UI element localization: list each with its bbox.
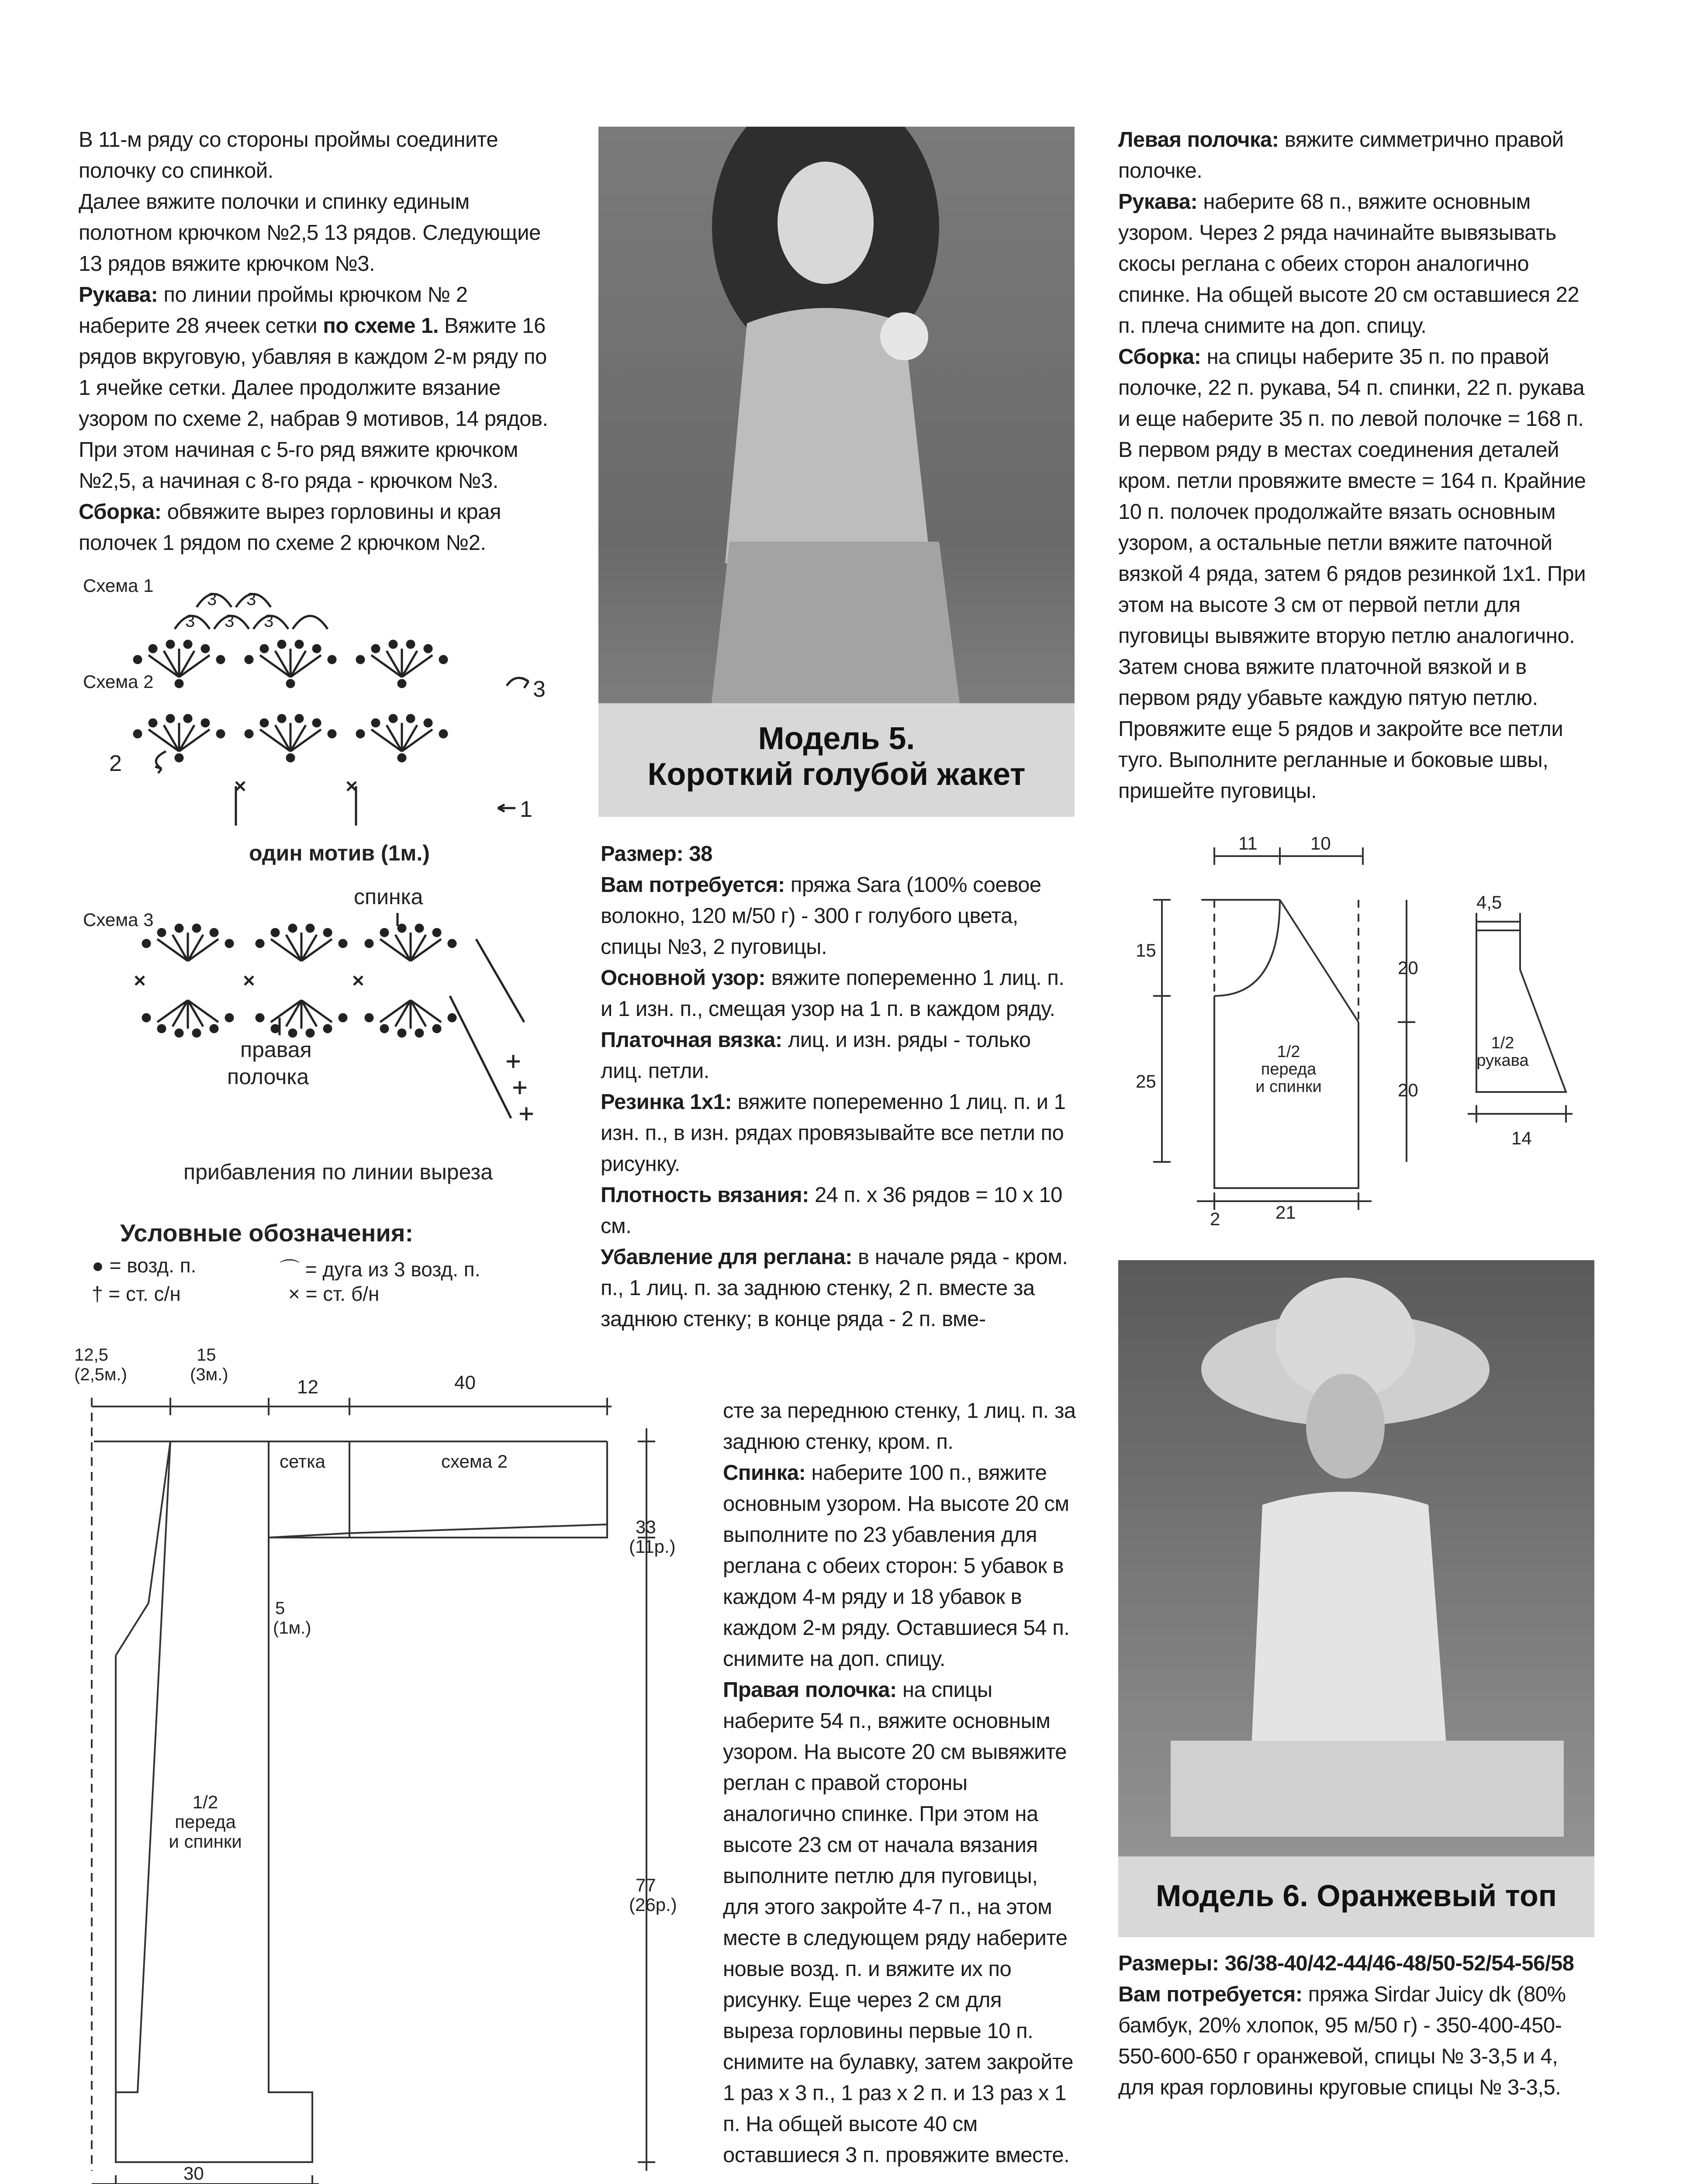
paragraph bbox=[601, 963, 1077, 1025]
left-intro-text bbox=[79, 124, 555, 559]
dim-3m: (3м.) bbox=[190, 1365, 228, 1384]
paragraph bbox=[79, 280, 555, 497]
svg-text:3: 3 bbox=[185, 612, 195, 631]
paragraph bbox=[1118, 1979, 1594, 2103]
motif-label: один мотив (1м.) bbox=[249, 841, 430, 865]
pattern-diagram-right bbox=[1136, 830, 1607, 1245]
assembly-label: Сборка: bbox=[1118, 345, 1201, 369]
need-label: Вам потребуется: bbox=[601, 873, 785, 897]
dim-4-5: 4,5 bbox=[1476, 892, 1502, 912]
filled-dot-icon: ● bbox=[92, 1254, 104, 1277]
model5-caption-line2: Короткий голубой жакет bbox=[647, 757, 1026, 792]
paragraph bbox=[1118, 187, 1594, 342]
text: на спицы наберите 35 п. по правой полочке, 22 п. рукава, 54 п. спинки, 22 п. рукава и еще наберите 35 п. по левой полочке = 168 п. В первом ряду в местах соединения деталей кром. петли провяжите вместе = 164 п. Крайние 10 п. полочек продолжайте вязать основным узором, а остальные петли вяжите паточной вязкой 4 ряда, затем 6 рядов резинкой 1х1. При этом на высоте 3 см от первой петли для пуговицы вывяжите вторую петлю аналогично. Затем снова вяжите платочной вязкой и в первом ряду убавьте каждую пятую петлю. Провяжите еще 5 рядов и закройте все петли туго. Выполните регланные и боковые швы, пришейте пуговицы. bbox=[1118, 345, 1586, 803]
text: наберите 100 п., вяжите основным узором. На высоте 20 см выполните по 23 убавления для реглана с обеих сторон: 5 убавок в каждом 4-м ряду и 18 убавок в каждом 2-м ряду. Оставшиеся 54 п. снимите на доп. спицу. bbox=[723, 1461, 1070, 1671]
assembly-label: Сборка: bbox=[79, 500, 162, 524]
dim-2: 2 bbox=[1210, 1209, 1220, 1229]
legend-title: Условные обозначения: bbox=[120, 1219, 414, 1247]
dim-14: 14 bbox=[1511, 1128, 1532, 1148]
arc-icon: ⌒ bbox=[280, 1258, 300, 1281]
right-front-label: правая полочка bbox=[227, 1037, 312, 1089]
model5-caption-box bbox=[598, 703, 1075, 817]
paragraph bbox=[601, 1180, 1077, 1242]
dim-26r: (26р.) bbox=[629, 1894, 677, 1915]
model5-text-narrow bbox=[723, 1396, 1077, 2171]
legend-arc bbox=[280, 1254, 480, 1282]
model5-text-right bbox=[1118, 124, 1594, 807]
model5-text bbox=[601, 839, 1077, 1335]
legend-dc bbox=[92, 1282, 181, 1306]
legend-chain bbox=[92, 1254, 196, 1277]
legend-text: = дуга из 3 возд. п. bbox=[305, 1258, 480, 1281]
legend-text: = ст. б/н bbox=[305, 1282, 380, 1305]
pattern-diagram-left bbox=[66, 1341, 686, 2184]
text: обвяжите вырез горловины и края полочек 1 рядом по схеме 2 крючком №2. bbox=[79, 500, 501, 555]
dim-11r: (11р.) bbox=[629, 1536, 676, 1557]
decrease-label: Убавление для реглана: bbox=[601, 1245, 852, 1269]
text: вяжите попеременно 1 лиц. п. и 1 изн. п., в изн. рядах провязывайте все петли по рисунку. bbox=[601, 1090, 1066, 1176]
text: по линии проймы крючком № 2 наберите 28 ячеек сетки bbox=[79, 283, 468, 338]
svg-text:3: 3 bbox=[264, 612, 274, 631]
increases-label: прибавления по линии выреза bbox=[183, 1160, 493, 1184]
dim-5: 5 bbox=[275, 1599, 285, 1618]
paragraph: Далее вяжите полочки и спинку единым полотном крючком №2,5 13 рядов. Следующие 13 рядов вяжите крючком №3. bbox=[79, 190, 541, 276]
half-front-back-label: 1/2 переда и спинки bbox=[169, 1792, 242, 1852]
svg-text:3: 3 bbox=[246, 590, 256, 609]
text: пряжа Sirdar Juicy dk (80% бамбук, 20% хлопок, 95 м/50 г) - 350-400-450-550-600-650 г оранжевой, спицы № 3-3,5 и 4, для края горловины круговые спицы № 3-3,5. bbox=[1118, 1983, 1566, 2099]
crochet-schemes bbox=[66, 563, 577, 1197]
main-pattern-label: Основной узор: bbox=[601, 966, 766, 990]
row-number-2: 2 bbox=[109, 751, 122, 776]
text: на спицы наберите 54 п., вяжите основным узором. На высоте 20 см вывяжите реглан с правой стороны аналогично спинке. При этом на высоте 23 см от начала вязания выполните петлю для пуговицы, для этого закройте 4-7 п., на этом месте в следующем ряду наберите новые возд. п. и вяжите их по рисунку. Еще через 2 см для выреза горловины первые 10 п. снимите на булавку, затем закройте 1 раз х 3 п., 1 раз х 2 п. и 13 раз х 1 п. На общей высоте 40 см оставшиеся 3 п. провяжите вместе. bbox=[723, 1678, 1074, 2167]
dc-icon: † bbox=[92, 1282, 103, 1305]
density-label: Плотность вязания: bbox=[601, 1183, 809, 1207]
scheme2-area-label: схема 2 bbox=[441, 1451, 508, 1472]
mesh-label: сетка bbox=[280, 1451, 325, 1472]
dim-21: 21 bbox=[1275, 1202, 1296, 1223]
dim-33: 33 bbox=[636, 1517, 656, 1537]
svg-text:3: 3 bbox=[207, 590, 217, 609]
dim-25: 25 bbox=[1136, 1071, 1156, 1092]
dim-20-bottom: 20 bbox=[1398, 1080, 1418, 1100]
paragraph bbox=[601, 1087, 1077, 1180]
garter-label: Платочная вязка: bbox=[601, 1028, 782, 1052]
half-sleeve-label: 1/2 рукава bbox=[1476, 1034, 1529, 1070]
legend-text: = возд. п. bbox=[109, 1254, 197, 1277]
text: в начале ряда - кром. п., 1 лиц. п. за заднюю стенку, 2 п. вместе за заднюю стенку; в конце ряда - 2 п. вме- bbox=[601, 1245, 1068, 1331]
dim-40: 40 bbox=[454, 1372, 476, 1393]
paragraph bbox=[79, 497, 555, 559]
rib-label: Резинка 1х1: bbox=[601, 1090, 732, 1114]
paragraph bbox=[1118, 342, 1594, 807]
back-label: Спинка: bbox=[723, 1461, 806, 1485]
svg-text:3: 3 bbox=[225, 612, 235, 631]
text: лиц. и изн. ряды - только лиц. петли. bbox=[601, 1028, 1031, 1083]
paragraph bbox=[1118, 124, 1594, 187]
text: наберите 68 п., вяжите основным узором. Через 2 ряда начинайте вывязывать скосы реглана с обеих сторон аналогично спинке. На общей высоте 20 см оставшиеся 22 п. плеча снимите на доп. спицу. bbox=[1118, 190, 1579, 338]
woman-top-illustration bbox=[1118, 1260, 1594, 1937]
paragraph: В 11-м ряду со стороны проймы соедините полочку со спинкой. bbox=[79, 128, 498, 183]
dim-12-5: 12,5 bbox=[74, 1345, 108, 1365]
dim-1m: (1м.) bbox=[273, 1618, 311, 1638]
model6-text bbox=[1118, 1948, 1594, 2103]
sleeves-label: Рукава: bbox=[79, 283, 158, 307]
model6-photo bbox=[1118, 1260, 1594, 1937]
need-label: Вам потребуется: bbox=[1118, 1983, 1303, 2006]
dim-11: 11 bbox=[1238, 833, 1258, 854]
paragraph: сте за переднюю стенку, 1 лиц. п. за заднюю стенку, кром. п. bbox=[723, 1399, 1076, 1454]
dim-10: 10 bbox=[1310, 833, 1331, 854]
paragraph bbox=[723, 1458, 1077, 1675]
text-bold: по схеме 1. bbox=[323, 314, 439, 338]
half-front-back-label: 1/2 переда и спинки bbox=[1255, 1043, 1322, 1096]
size-label: Размер: 38 bbox=[601, 842, 712, 866]
paragraph bbox=[601, 870, 1077, 963]
dim-15: 15 bbox=[197, 1345, 216, 1365]
right-front-label: Правая полочка: bbox=[723, 1678, 897, 1702]
text: вяжите симметрично правой полочке. bbox=[1118, 128, 1564, 183]
model5-photo bbox=[598, 127, 1075, 817]
text: вяжите попеременно 1 лиц. п. и 1 изн. п., смещая узор на 1 п. в каждом ряду. bbox=[601, 966, 1065, 1021]
text: 24 п. х 36 рядов = 10 х 10 см. bbox=[601, 1183, 1062, 1238]
row-number-1: 1 bbox=[520, 797, 532, 822]
legend-sc bbox=[288, 1282, 379, 1306]
dim-77: 77 bbox=[636, 1875, 656, 1895]
x-icon: × bbox=[288, 1282, 300, 1305]
dim-12: 12 bbox=[297, 1376, 318, 1398]
text: пряжа Sara (100% соевое волокно, 120 м/50 г) - 300 г голубого цвета, спицы №3, 2 пуговицы. bbox=[601, 873, 1041, 959]
model6-caption-box bbox=[1118, 1856, 1594, 1937]
sizes-label: Размеры: 36/38-40/42-44/46-48/50-52/54-56/58 bbox=[1118, 1952, 1574, 1975]
model5-caption-line1: Модель 5. bbox=[758, 721, 915, 756]
scheme2-label: Схема 2 bbox=[83, 671, 154, 692]
dim-2-5m: (2,5м.) bbox=[74, 1365, 127, 1384]
paragraph bbox=[601, 1242, 1077, 1335]
model6-caption: Модель 6. Оранжевый топ bbox=[1155, 1879, 1557, 1913]
dim-15: 15 bbox=[1136, 940, 1156, 961]
scheme1-label: Схема 1 bbox=[83, 575, 154, 596]
dim-20-top: 20 bbox=[1398, 957, 1418, 978]
dim-30: 30 bbox=[183, 2163, 204, 2184]
legend-text: = ст. с/н bbox=[108, 1282, 181, 1305]
scheme3-label: Схема 3 bbox=[83, 909, 154, 930]
back-label: спинка bbox=[354, 885, 423, 909]
left-front-label: Левая полочка: bbox=[1118, 128, 1279, 152]
row-number-3: 3 bbox=[533, 677, 546, 702]
text: Вяжите 16 рядов вкруговую, убавляя в каждом 2-м ряду по 1 ячейке сетки. Далее продолжите вязание узором по схеме 2, набрав 9 мотивов, 14 рядов. При этом начиная с 5-го ряд вяжите крючком №2,5, а начиная с 8-го ряда - крючком №3. bbox=[79, 314, 548, 493]
paragraph bbox=[601, 1025, 1077, 1087]
paragraph bbox=[723, 1675, 1077, 2171]
sleeves-label: Рукава: bbox=[1118, 190, 1198, 214]
